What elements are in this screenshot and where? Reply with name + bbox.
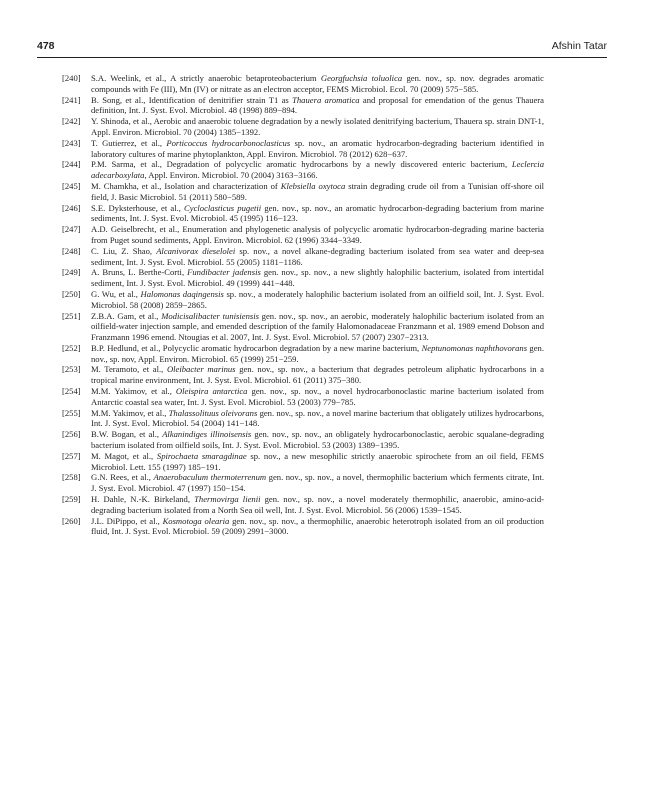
species-name: Spirochaeta smaragdinae <box>156 450 247 461</box>
reference-number: [256] <box>62 429 81 440</box>
reference-text-part: gen. nov., sp. nov., a novel marine bacterium that obligately utilizes hydrocarbons, Int. J. Syst. Evol. Microbiol. 54 (2004) 141−148. <box>91 407 544 429</box>
reference-number: [248] <box>62 245 81 256</box>
species-name: Oleispira antarctica <box>175 386 248 397</box>
reference-text <box>91 289 544 310</box>
reference-text-part: gen. nov., sp. nov., a novel moderately thermophilic, anaerobic, amino-acid-degrading bacterium isolated from a North Sea oil well, Int. J. Syst. Evol. Microbiol. 56 (2006) 1539−1545. <box>91 494 544 515</box>
species-name: Modicisalibacter tunisiensis <box>161 310 259 321</box>
reference-number: [242] <box>62 116 81 127</box>
reference-text-part: M. Magot, et al., <box>91 450 157 461</box>
reference-text <box>91 203 544 224</box>
reference-number: [241] <box>62 94 81 105</box>
reference-text-part: M.M. Yakimov, et al., <box>91 407 169 418</box>
reference-item <box>62 159 544 181</box>
reference-item <box>62 407 544 430</box>
reference-number: [254] <box>62 386 81 397</box>
reference-number: [257] <box>62 450 81 461</box>
species-name: Alcanivorax dieselolei <box>156 245 236 256</box>
species-name: Anaerobaculum thermoterrenum <box>153 472 267 483</box>
reference-text-part: Z.B.A. Gam, et al., <box>91 310 162 321</box>
reference-text-part: gen. nov., sp. nov., an obligately hydrocarbonoclastic, aerobic squalane-degrading bacterium isolated from oilfield soils, Int. J. Syst. Evol. Microbiol. 53 (2003) 1389−1395. <box>91 429 544 450</box>
species-name: Halomonas daqingensis <box>140 288 224 299</box>
species-name: Neptunomonas naphthovorans <box>421 342 528 353</box>
reference-text-part: S.E. Dyksterhouse, et al., <box>91 202 185 213</box>
reference-text <box>91 181 544 202</box>
reference-item <box>62 364 545 386</box>
reference-text-part: gen. nov., sp. nov. degrades aromatic compounds with Fe (III), Mn (IV) or nitrate as an electron acceptor, FEMS Microbiol. Ecol. 70 (2009) 575−585. <box>91 73 544 94</box>
reference-text-part: gen. nov., sp. nov, Appl. Environ. Microbiol. 65 (1999) 251−259. <box>91 342 544 364</box>
reference-list <box>62 73 545 537</box>
species-name: Leclercia adecarboxylata <box>91 159 544 181</box>
reference-text <box>91 73 544 94</box>
species-name: Porticoccus hydrocarbonoclasticus <box>166 137 291 148</box>
species-name: Kosmotoga olearia <box>162 515 230 526</box>
reference-text-part: G. Wu, et al., <box>91 288 141 299</box>
species-name: Thermovirga lienii <box>194 494 261 505</box>
reference-number: [250] <box>62 288 81 299</box>
species-name: Fundibacter jadensis <box>187 267 261 278</box>
reference-text <box>91 472 544 493</box>
reference-text <box>91 311 544 343</box>
reference-number: [245] <box>62 180 81 191</box>
reference-number: [240] <box>62 73 81 83</box>
reference-number: [247] <box>62 224 81 235</box>
reference-text-part: G.N. Rees, et al., <box>91 472 154 483</box>
reference-item <box>62 342 544 365</box>
reference-text <box>91 95 544 116</box>
header-rule <box>37 57 607 58</box>
reference-number: [244] <box>62 159 81 170</box>
reference-item <box>62 224 544 246</box>
reference-text-part: B.W. Bogan, et al., <box>91 429 163 440</box>
reference-text-part: C. Liu, Z. Shao, <box>91 245 157 256</box>
reference-item <box>62 472 544 494</box>
reference-number: [251] <box>62 310 81 321</box>
reference-number: [246] <box>62 202 81 213</box>
reference-item <box>62 137 544 160</box>
reference-text-part: , Appl. Environ. Microbiol. 70 (2004) 3163−3166. <box>144 170 318 181</box>
running-author: Afshin Tatar <box>551 40 607 52</box>
reference-text <box>91 159 544 180</box>
reference-text-part: gen. nov., sp. nov., a bacterium that degrades petroleum aliphatic hydrocarbons in a tropical marine environment, Int. J. Syst. Evol. Microbiol. 61 (2011) 375−380. <box>91 364 545 386</box>
reference-item <box>62 494 544 516</box>
reference-text-part: H. Dahle, N.-K. Birkeland, <box>91 494 195 505</box>
reference-item <box>62 180 544 203</box>
reference-text <box>91 516 544 537</box>
species-name: Thauera aromatica <box>292 94 360 105</box>
reference-item <box>62 310 544 343</box>
reference-text <box>91 408 544 429</box>
reference-text <box>91 116 544 137</box>
reference-text-part: gen. nov., sp. nov., a novel hydrocarbonoclastic marine bacterium isolated from Antarctic coastal sea water, Int. J. Syst. Evol. Microbiol. 53 (2003) 779−785. <box>91 386 544 407</box>
reference-text <box>91 267 544 288</box>
reference-text-part: P.M. Sarma, et al., Degradation of polycyclic aromatic hydrocarbons by a newly discovered enteric bacterium, <box>91 159 512 170</box>
reference-text <box>91 364 544 385</box>
species-name: Alkanindiges illinoisensis <box>162 429 252 440</box>
reference-item <box>62 515 544 538</box>
reference-number: [249] <box>62 267 81 278</box>
reference-text-part: Y. Shinoda, et al., Aerobic and anaerobic toluene degradation by a newly isolated denitrifying bacterium, Thauera sp. strain DNT-1, Appl. Environ. Microbiol. 70 (2004) 1385−1392. <box>91 116 544 137</box>
reference-text-part: gen. nov., sp. nov., an aromatic hydrocarbon-degrading bacterium from marine sediments, Int. J. Syst. Evol. Microbiol. 45 (1995) 116−123. <box>91 202 544 224</box>
reference-item <box>62 245 544 268</box>
reference-item <box>62 288 544 311</box>
reference-number: [258] <box>62 472 81 483</box>
reference-text <box>91 429 544 450</box>
reference-text-part: B. Song, et al., Identification of denitrifier strain T1 as <box>91 94 293 105</box>
reference-text-part: T. Gutierrez, et al., <box>91 137 167 148</box>
species-name: Oleibacter marinus <box>166 364 236 375</box>
species-name: Georgfuchsia toluolica <box>320 73 403 83</box>
reference-text-part: S.A. Weelink, et al., A strictly anaerobic betaproteobacterium <box>91 73 321 83</box>
reference-text <box>91 224 544 245</box>
reference-number: [252] <box>62 342 81 353</box>
reference-text-part: and proposal for emendation of the genus Thauera definition, Int. J. Syst. Evol. Microbiol. 48 (1998) 889−894. <box>91 94 544 116</box>
reference-number: [259] <box>62 494 81 505</box>
reference-item <box>62 386 544 408</box>
reference-text <box>91 246 544 267</box>
running-header <box>37 40 607 54</box>
reference-text <box>91 343 544 364</box>
species-name: Cycloclasticus pugetii <box>184 202 262 213</box>
reference-text-part: strain degrading crude oil from a Tunisian off-shore oil field, J. Basic Microbiol. 51 (2011) 580−589. <box>91 180 544 202</box>
reference-text-part: M. Chamkha, et al., Isolation and characterization of <box>91 180 281 191</box>
reference-item <box>62 267 544 289</box>
reference-item <box>62 73 544 95</box>
reference-text <box>91 451 544 472</box>
reference-text-part: A.D. Geiselbrecht, et al., Enumeration and phylogenetic analysis of polycyclic aromatic hydrocarbon-degrading marine bacteria from Puget sound sediments, Appl. Environ. Microbiol. 62 (1996) 3344−3349. <box>91 224 544 245</box>
reference-text-part: M.M. Yakimov, et al., <box>91 386 176 397</box>
reference-item <box>62 429 544 451</box>
reference-text-part: sp. nov., an aromatic hydrocarbon-degrading bacterium identified in laboratory cultures of marine phytoplankton, Appl. Environ. Microbiol. 78 (2012) 628−637. <box>91 137 544 159</box>
reference-text-part: J.L. DiPippo, et al., <box>91 515 163 526</box>
reference-item <box>62 116 544 138</box>
reference-text <box>91 494 544 515</box>
reference-text-part: sp. nov., a moderately halophilic bacterium isolated from an oilfield soil, Int. J. Syst. Evol. Microbiol. 58 (2008) 2859−2865. <box>91 288 544 310</box>
reference-text-part: gen. nov., sp. nov., a novel, thermophilic bacterium which ferments citrate, Int. J. Syst. Evol. Microbiol. 47 (1997) 150−154. <box>91 472 544 494</box>
reference-number: [253] <box>62 364 81 375</box>
reference-text-part: gen. nov., sp. nov., a thermophilic, anaerobic heterotroph isolated from an oil production fluid, Int. J. Syst. Evol. Microbiol. 59 (2009) 2991−3000. <box>91 515 544 537</box>
reference-item <box>62 94 544 117</box>
reference-text-part: sp. nov., a novel alkane-degrading bacterium isolated from sea water and deep-sea sediment, Int. J. Syst. Evol. Microbiol. 55 (2005) 1181−1186. <box>91 245 544 267</box>
reference-number: [243] <box>62 137 81 148</box>
reference-text <box>91 386 544 407</box>
reference-text-part: gen. nov., sp. nov., an aerobic, moderately halophilic bacterium isolated from an oilfield-water injection sample, and emended description of the family Halomonadaceae Franzmann et al. 1989 emend Dobson and Franzmann 1996 emend. Ntougias et al. 2007, Int. J. Syst. Evol. Microbiol. 57 (2007) 2307−2313. <box>91 310 544 343</box>
page-number: 478 <box>37 40 55 52</box>
reference-text-part: B.P. Hedlund, et al., Polycyclic aromatic hydrocarbon degradation by a new marine bacterium, <box>91 342 422 353</box>
reference-text-part: sp. nov., a new mesophilic strictly anaerobic spirochete from an oil field, FEMS Microbiol. Lett. 155 (1997) 185−191. <box>91 450 544 472</box>
reference-number: [255] <box>62 407 81 418</box>
reference-number: [260] <box>62 515 81 526</box>
reference-text-part: gen. nov., sp. nov., a new slightly halophilic bacterium, isolated from intertidal sediment, Int. J. Syst. Evol. Microbiol. 49 (1999) 441−448. <box>91 267 544 289</box>
reference-text-part: M. Teramoto, et al., <box>91 364 167 375</box>
reference-text <box>91 138 544 159</box>
reference-item <box>62 202 544 225</box>
species-name: Thalassolituus oleivorans <box>168 407 258 418</box>
reference-item <box>62 450 544 473</box>
reference-text-part: A. Bruns, L. Berthe-Corti, <box>91 267 188 278</box>
species-name: Klebsiella oxytoca <box>280 180 346 191</box>
